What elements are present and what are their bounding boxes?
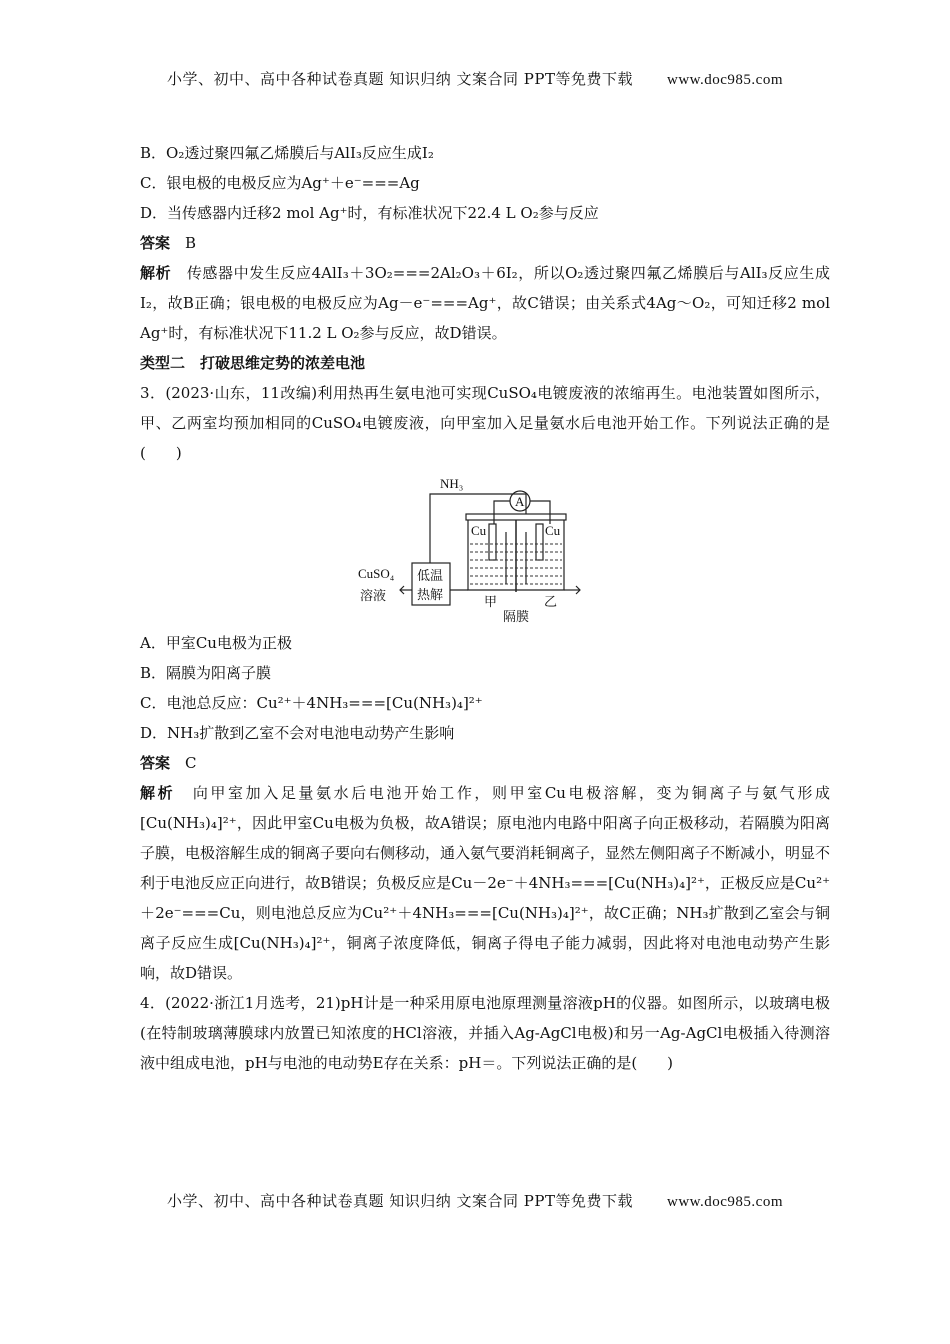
- page-header-top: [0, 68, 950, 89]
- cu-electrode-right: [536, 524, 543, 560]
- q3-answer: [140, 748, 830, 778]
- label-cuso4: CuSO₄: [358, 566, 395, 581]
- q4-stem: 4．(2022·浙江1月选考，21)pH计是一种采用原电池原理测量溶液pH的仪器。如图所示，以玻璃电极(在特制玻璃薄膜球内放置已知浓度的HCl溶液，并插入Ag-AgCl电极)和另一Ag-AgCl电极插入待测溶液中组成电池，pH与电池的电动势E存在关系：pH＝。下列说法正确的是( ): [140, 994, 830, 1072]
- q2-analysis: [140, 258, 830, 348]
- q3-analysis: [140, 778, 830, 988]
- label-box-line2: 热解: [417, 587, 444, 602]
- battery-diagram-svg: [358, 474, 598, 624]
- label-yi: 乙: [544, 594, 558, 609]
- label-solution: 溶液: [360, 588, 387, 603]
- q3-option-c: C．电池总反应：Cu²⁺＋4NH₃===[Cu(NH₃)₄]²⁺: [140, 694, 483, 712]
- footer-text: 小学、初中、高中各种试卷真题 知识归纳 文案合同 PPT等免费下载: [166, 1192, 633, 1210]
- analysis-text: 向甲室加入足量氨水后电池开始工作，则甲室Cu电极溶解，变为铜离子与氨气形成[Cu(NH₃)₄]²⁺，因此甲室Cu电极为负极，故A错误；原电池内电路中阳离子向正极移动，若隔膜为阳离子膜，电极溶解生成的铜离子要向右侧移动，通入氨气要消耗铜离子，显然左侧阳离子不断减小，明显不利于电池反应正向进行，故B错误；负极反应是Cu－2e⁻＋4NH₃===[Cu(NH₃)₄]²⁺，正极反应是Cu²⁺＋2e⁻===Cu，则电池总反应为Cu²⁺＋4NH₃===[Cu(NH₃)₄]²⁺，故C正确；NH₃扩散到乙室会与铜离子反应生成[Cu(NH₃)₄]²⁺，铜离子浓度降低，铜离子得电子能力减弱，因此将对电池电动势产生影响，故D错误。: [140, 784, 831, 982]
- q3-option-b: B．隔膜为阳离子膜: [140, 664, 272, 682]
- label-nh3: NH₃: [440, 476, 464, 491]
- cell-lid: [466, 514, 566, 520]
- label-cu-right: Cu: [545, 523, 561, 538]
- section-title: 类型二 打破思维定势的浓差电池: [140, 354, 366, 372]
- q2-option-b: B．O₂透过聚四氟乙烯膜后与AlI₃反应生成I₂: [140, 144, 434, 162]
- answer-label: 答案: [140, 754, 171, 772]
- page-footer: [0, 1190, 950, 1211]
- battery-diagram: [140, 474, 830, 626]
- q3-option-d: D．NH₃扩散到乙室不会对电池电动势产生影响: [140, 724, 455, 742]
- analysis-text: 传感器中发生反应4AlI₃＋3O₂===2Al₂O₃＋6I₂，所以O₂透过聚四氟乙烯膜后与AlI₃反应生成I₂，故B正确；银电极的电极反应为Ag－e⁻===Ag⁺，故C错误；由关系式4Ag～O₂，可知迁移2 mol Ag⁺时，有标准状况下11.2 L O₂参与反应，故D错误。: [140, 264, 830, 342]
- q2-option-c: C．银电极的电极反应为Ag⁺＋e⁻===Ag: [140, 174, 420, 192]
- answer-label: 答案: [140, 234, 171, 252]
- header-site: www.doc985.com: [666, 72, 783, 88]
- document-body: [140, 138, 830, 1078]
- label-ammeter: A: [515, 494, 525, 509]
- label-membrane: 隔膜: [503, 609, 530, 624]
- label-cu-left: Cu: [471, 523, 487, 538]
- label-jia: 甲: [484, 594, 498, 609]
- answer-value: B: [185, 234, 197, 252]
- label-box-line1: 低温: [417, 568, 444, 583]
- q2-answer: [140, 228, 830, 258]
- analysis-label: 解析: [140, 784, 176, 802]
- cu-electrode-left: [489, 524, 496, 560]
- analysis-label: 解析: [140, 264, 172, 282]
- q3-stem: 3．(2023·山东，11改编)利用热再生氨电池可实现CuSO₄电镀废液的浓缩再生。电池装置如图所示，甲、乙两室均预加相同的CuSO₄电镀废液，向甲室加入足量氨水后电池开始工作。下列说法正确的是( ): [140, 384, 830, 462]
- q3-option-a: A．甲室Cu电极为正极: [140, 634, 292, 652]
- footer-site: www.doc985.com: [666, 1194, 783, 1210]
- header-text: 小学、初中、高中各种试卷真题 知识归纳 文案合同 PPT等免费下载: [166, 70, 633, 88]
- q2-option-d: D．当传感器内迁移2 mol Ag⁺时，有标准状况下22.4 L O₂参与反应: [140, 204, 599, 222]
- answer-value: C: [185, 754, 197, 772]
